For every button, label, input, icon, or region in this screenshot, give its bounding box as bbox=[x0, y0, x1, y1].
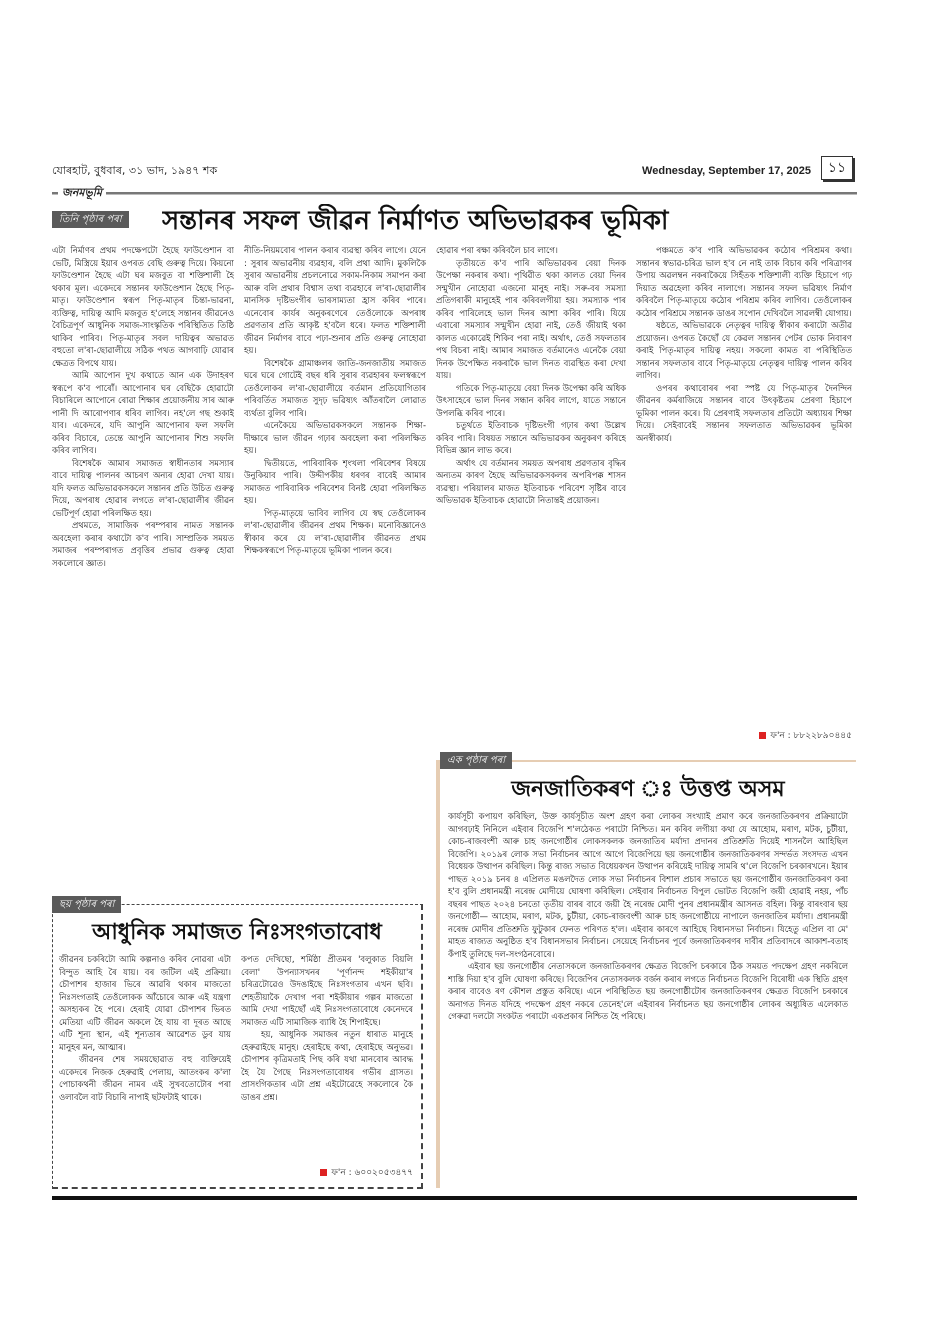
paragraph: হয়, আধুনিক সমাজৰ নতুন ধাৰাত মানুহে হেৰুৱাইছে মানুহ। হেৰাইছে কথা, হেৰাইছে অনুভৱ। চৌপাশৰ কৃত্ৰিমতাই পিছ কৰি যথা মানবোৰ আবদ্ধ হৈ যৈ গৈছে নিঃসংগতাবোধৰ গভীৰ গ্ৰাসত। প্ৰাসংগিকতাৰ এটা প্ৰশ্ন এইটোৱেহে সকলোৰে কৈ ডাঙৰ প্ৰশ্ন। bbox=[241, 1029, 413, 1102]
article-column-1 bbox=[59, 953, 231, 1165]
paragraph: নীতি-নিয়মবোৰ পালন কৰাৰ ব্যৱস্থা কৰিব লাগে। যেনে : সুৰাৰ অভাৱনীয় ব্যৱহাৰ, বলি প্ৰথা আদি। মুকলিকৈ সুৰাৰ অভাৱনীয় প্ৰচলনোৱে সকাম-নিকাম সমাপন কৰা আৰু বলি প্ৰথাৰ বিশ্বাস তথা ব্যৱহাৰে ল'ৰা-ছোৱালীৰ মানসিক দৃষ্টিভংগীৰ ভাৰসাম্যতা হ্ৰাস কৰিব পাৰে। এনেবোৰ কাৰ্যৰ অনুকৰণেৰে তেওঁলোকে অপৰাধ প্ৰৱণতাৰ প্ৰতি আকৃষ্ট হ'বলৈ ধৰে। ফলত শক্তিশালী জীৱন নিৰ্মাণৰ বাবে পঢ়া-শুনাৰ প্ৰতি গুৰুত্ব নোহোৱা হয়। bbox=[244, 245, 426, 355]
article-column-1 bbox=[52, 244, 234, 894]
masthead bbox=[52, 185, 857, 201]
paragraph: তৃতীয়তে ক'ব পাৰি অভিভাৱকৰ বেয়া দিনক উপেক্ষা নকৰাৰ কথা। পৃথিৱীত থকা কালত বেয়া দিনৰ সন্মুখীন নোহোৱা এজনো মানুহ নাই। সৰু-বৰ সমস্যা প্ৰতিগৰাকী মানুহেই পাৰ কৰিবলগীয়া হয়। সমস্যাক পাৰ কৰিব পাৰিলেহে ভাল দিনৰ আশা কৰিব পাৰি। যিয়ে এবাৰো সমস্যাৰ সন্মুখীন হোৱা নাই, তেওঁ জীয়াই থকা কালত একোৱেই শিকিব পৰা নাই। অৰ্থাৎ, তেওঁ সফলতাৰ পথ বিচৰা নাই। আমাৰ সমাজত বৰ্তমানেও এনেকৈ বেয়া দিনক উপেক্ষিত নকৰাকৈ ভাল দিনত ব্যৱস্থিত কৰা দেখা যায়। bbox=[436, 257, 626, 380]
article-headline: জনজাতিকৰণ ঃ উত্তপ্ত অসম bbox=[511, 776, 785, 802]
page-header bbox=[52, 156, 857, 182]
author-phone bbox=[320, 1167, 413, 1179]
article-box-2 bbox=[52, 899, 423, 1189]
paragraph: কপত দেখিছো, শৰ্মিষ্ঠা প্ৰীতমৰ 'বলুকাত বিয়লি বেলা' উপন্যাসখনৰ 'পূৰ্ণানন্দ শইকীয়া'ৰ চৰিত্ৰটোৱেও উদঙাইছে নিঃসংগতাৰ এখন ছবি। শেহতীয়াকৈ দেখাগ পৰা শইকীয়াৰ গল্পৰ মাজতো আমি দেখা পাইছোঁ এই নিঃসংগতাবোধে কেনেদৰে সমাজত এটি সামাজিক ব্যাধি হৈ শিপাইছে। bbox=[241, 954, 413, 1027]
masthead-rule bbox=[52, 192, 857, 195]
article-headline: সন্তানৰ সফল জীৱন নিৰ্মাণত অভিভাৱকৰ ভূমিকা bbox=[162, 206, 669, 236]
continued-from-tag: তিনি পৃষ্ঠাৰ পৰা bbox=[52, 211, 129, 228]
paragraph: পঞ্চমতে ক'ব পাৰি অভিভাৱকৰ কঠোৰ পৰিশ্ৰমৰ কথা। সন্তানৰ স্বভাৱ-চৰিত্ৰ ভাল হ'ব নে নাই তাক বিচাৰ কৰি পৰিত্ৰাণৰ উপায় অৱলম্বন নকৰাকৈয়ে সিহঁতক শক্তিশালী ব্যক্তি হিচাপে গঢ় দিয়াত অৱহেলা কৰিব নালাগে। সন্তানৰ সফল ভৱিষ্যৎ নিৰ্মাণ কৰিবলৈ পিতৃ-মাতৃয়ে কঠোৰ পৰিশ্ৰম কৰিব লাগিব। তেওঁলোকৰ কঠোৰ পৰিশ্ৰমে সন্তানক ডাঙৰ সপোন দেখিবলৈ সাৱলম্বী যোগায়। bbox=[636, 245, 852, 318]
paragraph: হোৱাৰ পৰা ৰক্ষা কৰিবলৈ চাব লাগে। bbox=[436, 245, 558, 255]
english-date: Wednesday, September 17, 2025 bbox=[642, 165, 811, 177]
article-1-header bbox=[52, 204, 857, 238]
paragraph: বিশেষকৈ আমাৰ সমাজত স্বাধীনতাৰ সমস্যাৰ বাবে দায়িত্ব পালনৰ আচৰণ অন্যৰ হোৱা দেখা যায়। যদি ফলত অভিভাৱকসকলে সন্তানৰ প্ৰতি উচিত গুৰুত্ব দিয়ে, অপৰাধ হোৱাৰ লগতে ল'ৰা-ছোৱালীৰ জীৱন ভেটিপূৰ্ণ হোৱা পৰিলক্ষিত হয়। bbox=[52, 457, 234, 518]
article-headline: আধুনিক সমাজত নিঃসংগতাবোধ bbox=[92, 919, 382, 945]
article-column-2 bbox=[244, 244, 426, 894]
red-square-icon bbox=[759, 732, 766, 739]
newspaper-logo: জনমভূমি bbox=[58, 185, 106, 201]
article-box-3 bbox=[436, 755, 856, 1188]
red-square-icon bbox=[320, 1169, 327, 1176]
article-body bbox=[448, 810, 848, 1182]
article-column-2 bbox=[241, 953, 413, 1165]
paragraph: পিতৃ-মাতৃয়ে ভাবিব লাগিব যে স্বছ তেওঁলোকৰ ল'ৰা-ছোৱালীৰ জীৱনৰ প্ৰথম শিক্ষক। মনোবিজ্ঞানেও স্বীকাৰ কৰে যে ল'ৰা-ছোৱালীৰ জীৱনত প্ৰথম শিক্ষকস্বৰূপে পিতৃ-মাতৃয়ে ভূমিকা পালন কৰে। bbox=[244, 507, 426, 555]
paragraph: বিশেষকৈ গ্ৰামাঞ্চলৰ জাতি-জনজাতীয় সমাজত ঘৰে ঘৰে গোটেই বছৰ ধৰি সুৰাৰ ব্যৱহাৰৰ ফলস্বৰূপে তেওঁলোকৰ ল'ৰা-ছোৱালীয়ে বৰ্তমান প্ৰতিযোগিতাৰ পৰিবৰ্তিত সমাজত সুদৃঢ় ভৱিষ্যৎ আঁতৰালৈ লোৱাত ব্যৰ্থতা বুলিব পাৰি। bbox=[244, 357, 426, 418]
paragraph: অৰ্থাৎ যে বৰ্তমানৰ সময়ত অপৰাধ প্ৰৱণতাৰ বৃদ্ধিৰ অন্যতম কাৰণ হৈছে অভিভাৱকসকলৰ অপৰিপক্ক শাসন ব্যৱস্থা। পৰিয়ালৰ মাজত ইতিবাচক পৰিবেশ সৃষ্টিৰ বাবে অভিভাৱক ইতিবাচক হোৱাটো নিতান্তই প্ৰয়োজন। bbox=[436, 457, 626, 505]
paragraph: ষষ্ঠতে, অভিভাৱকে নেতৃত্বৰ দায়িত্ব স্বীকাৰ কৰাটো অতীৱ প্ৰয়োজন। ওপৰত কৈছোঁ যে কেৱল সন্তানৰ পেটৰ ভোক নিবাৰণ কৰাই পিতৃ-মাতৃৰ দায়িত্ব নহয়। সকলো কামত বা পৰিস্থিতিত সন্তানৰ সফলতাৰ বাবে পিতৃ-মাতৃয়ে নেতৃত্বৰ দায়িত্ব পালন কৰিব লাগিব। bbox=[636, 320, 852, 380]
article-column-4 bbox=[636, 244, 852, 726]
continued-from-tag: এক পৃষ্ঠাৰ পৰা bbox=[440, 752, 512, 769]
page-number: ১১ bbox=[821, 156, 853, 180]
page-bottom-rule bbox=[52, 1196, 857, 1200]
paragraph: জীৱনৰ শেষ সময়ছোৱাত বহু ব্যক্তিয়েই একেদৰে নিজক হেৰুৱাই পেলায়, আতংকৰ ক'লা পোচাকথনী জীৱন নামৰ এই সুখবতোটোৰ পৰা ওলাবলৈ বাট বিচাৰি নাপাই ছটফটাই থাকে। bbox=[59, 1054, 231, 1102]
dateline: যোৰহাট, বুধবাৰ, ৩১ ভাদ, ১৯৪৭ শক bbox=[52, 164, 218, 177]
paragraph: কাৰ্যসূচী কপায়ণ কৰিছিল, উক্ত কাৰ্যসূচীত অংশ গ্ৰহণ কৰা লোকৰ সংখ্যাই প্ৰমাণ কৰে জনজাতিকৰণৰ প্ৰক্ৰিয়াটো আগবঢ়াই নিনিলে এইবাৰ বিজেপি শ'লঠেকত পৰাটো নিশ্চিত। মন কৰিব লগীয়া কথা যে আহোম, মৰাণ, মটক, চুটীয়া, কোচ-ৰাজবংশী আৰু চাহ জনগোষ্ঠীৰ লোকসকলক জনজাতিৰ মৰ্যাদা প্ৰদানৰ প্ৰতিশ্ৰুতি দিয়েই শাসনলৈ আহিছিল বিজেপি। ২০১৯ৰ লোক সভা নিৰ্বাচনৰ আগে আগে বিজেপিয়ে ছয় জনগোষ্ঠীৰ জনজাতিকৰণৰ সন্দৰ্ভত সংসদত এখন বিধেয়ক উত্থাপন কৰিছিল। কিন্তু ৰাজ্য সভাত বিধেয়কখন উত্থাপন কৰিয়েই দায়িত্ব সামৰি থ'লে বিজেপি চৰকাৰখনে। ইয়াৰ পাছত ২০১৯ চনৰ ৪ এপ্ৰিলত মঙলদৈত লোক সভা নিৰ্বাচনৰ বিশাল প্ৰচাৰ সভাতে ছয় জনগোষ্ঠীৰ জনজাতিকৰণ কৰা হ'ব বুলি প্ৰধানমন্ত্ৰী নৰেন্দ্ৰ মোদীয়ে ঘোষণা কৰিছিল। সেইবাৰ নিৰ্বাচনত বিপুল ভোটত বিজেপি জয়ী হোৱাই নহয়, পাঁচ বছৰৰ পাছত ২০২৪ চনতো তৃতীয় বাৰৰ বাবে জয়ী হৈ নৰেন্দ্ৰ মোদী পুনৰ প্ৰধানমন্ত্ৰীৰ আসনত বহিল। কিন্তু বাৰংবাৰ ছয় জনগোষ্ঠী— আহোম, মৰাণ, মটক, চুটীয়া, কোচ-ৰাজবংশী আৰু চাহ জনগোষ্ঠীয়ে নাপালে জনজাতিৰ মৰ্যাদা। প্ৰধানমন্ত্ৰী নৰেন্দ্ৰ মোদীৰ প্ৰতিশ্ৰুতি ফুটুকাৰ ফেনত পৰিণত হ'ল। এইবাৰ কাৰণে আহিছে বিধানসভা নিৰ্বাচন। যিহেতু এপ্ৰিল বা মে' মাহত ৰাজ্যত অনুষ্ঠিত হ'ব বিধানসভাৰ নিৰ্বাচন। সেয়েহে নিৰ্বাচনৰ পূৰ্বে জনজাতিকৰণৰ দাবীৰ প্ৰতিবাদৰে আকাশ-বতাহ কঁপাই তুলিছে দল-সংগঠনবোৰে। bbox=[448, 811, 848, 959]
newspaper-page bbox=[52, 0, 857, 1337]
phone-number: ফ'ন : ৬০০২০৫৩৪৭৭ bbox=[331, 1168, 413, 1178]
paragraph: এনেকৈয়ে অভিভাৱকসকলে সন্তানক শিক্ষা-দীক্ষাৰে ভাল জীৱন গঢ়াৰ অবহেলা কৰা পৰিলক্ষিত হয়। bbox=[244, 420, 426, 455]
paragraph: গতিকে পিতৃ-মাতৃয়ে বেয়া দিনক উপেক্ষা কৰি অধিক উৎসাহেৰে ভাল দিনৰ সন্ধান কৰিব লাগে, যাতে সন্তানে উপলব্ধি কৰিব পাৰে। bbox=[436, 382, 626, 418]
paragraph: এইবাৰ ছয় জনগোষ্ঠীৰ নেতাসকলে জনজাতিকৰণৰ ক্ষেত্ৰত বিজেপি চৰকাৰে ঠিক সময়ত পদক্ষেপ গ্ৰহণ নকৰিলে শাস্তি দিয়া হ'ব বুলি ঘোষণা কৰিছে। বিজেপিৰ নেতাসকলক বৰ্জন কৰাৰ লগতে নিৰ্বাচনত বিজেপি বিৰোধী এক স্থিতি গ্ৰহণ কৰাৰ বাবেও ৰণ কৌশল প্ৰস্তুত কৰিছে। এনে পৰিস্থিতিত ছয় জনগোষ্ঠীটোৰ জনজাতিকৰণৰ ক্ষেত্ৰত বিজেপি চৰকাৰে অনাগত দিনত যদিহে পদক্ষেপ গ্ৰহণ নকৰে তেনেহ'লে এইবাৰৰ নিৰ্বাচনত ছয় জনগোষ্ঠীৰ লোকৰ অধ্যুষিত এলেকাত গেৰুৱা দলটো সংকটত পৰাটো একপ্ৰকাৰ নিশ্চিত হৈ পৰিছে। bbox=[448, 961, 848, 1021]
paragraph: জীৱনৰ চকৰিটো আমি কল্পনাও কৰিব নোৱৰা এটা বিন্দুত আহি ৰৈ যায়। বৰ জটিল এই প্ৰক্ৰিয়া। চৌপাশৰ হাজাৰ ভিৰে আৱৰি থকাৰ মাজতো নিঃসংগতাই তেওঁলোকক আঁচোৰে আৰু এই যন্ত্ৰণা অসহ্যকৰ হৈ পৰে। হেৰাই যোৱা চৌপাশৰ ভিৰত মেতিয়া এটি জীৱন অকলে হৈ যায় বা দূৰত আছে এটি শূন্য স্থান, এই শূন্যতাৰ আৱেশত ডুব যায় মানুহৰ মন, আত্মাৰ। bbox=[59, 954, 231, 1052]
author-phone bbox=[636, 730, 852, 742]
paragraph: চতুৰ্থতে ইতিবাচক দৃষ্টিভংগী গঢ়াৰ কথা উল্লেখ কৰিব পাৰি। বিষয়ত সন্তানে অভিভাৱকৰ অনুকৰণ কৰিহে বিভিন্ন জ্ঞান লাভ কৰে। bbox=[436, 420, 626, 455]
phone-number: ফ'ন : ৮৮২২৮৯০৪৪৫ bbox=[770, 731, 852, 741]
paragraph: আমি আপোন দুখ কথাতে আন এক উদাহৰণ স্বৰূপে ক'ব পাৰোঁ। আপোনাৰ ঘৰ বেছিকৈ হোৱাটো বিচাৰিলে আপোনে ৰোৱা শিক্ষাৰ প্ৰয়োজনীয় সাৰ আৰু পানী দি আৰোপণাৰ ধৰিব লাগিব। নহ'লে গছ শুকাই যাব। একেদৰে, যদি আপুনি আপোনাৰ ফল সফলি কৰিব বিচাৰে, তেন্তে আপুনি আপোনাৰ শিশু সফলি কৰিব লাগিব। bbox=[52, 370, 234, 455]
paragraph: এটা নিৰ্মাণৰ প্ৰথম পদক্ষেপটো হৈছে ফাউণ্ডেশান বা ভেটি, মিস্ত্ৰিয়ে ইয়াৰ ওপৰত বেছি গুৰুত্ব দিয়ে। কিয়নো ফাউণ্ডেশান হৈছে এটা ঘৰ মজবুত বা শক্তিশালী হৈ থকাৰ মূল। একেদৰে সন্তানৰ ফাউণ্ডেশান হৈছে পিতৃ-মাতৃ। ফাউণ্ডেশান স্বৰূপ পিতৃ-মাতৃৰ চিন্তা-ভাৱনা, ব্যক্তিত্ব, দায়িত্ব আদি মজবুত হ'লেহে সন্তানৰ জীৱনেও বৈচিত্ৰপূৰ্ণ আধুনিক সমাজ-সাংস্কৃতিক পৰিস্থিতিত তিষ্ঠি থাকিব পাৰিব। পিতৃ-মাতৃৰ সবল দায়িত্বৰ অভাৱত বহুতো ল'ৰা-ছোৱালীয়ে সঠিক পথত আগবাঢ়ি যোৱাৰ ক্ষেত্ৰত বিপথে যায়। bbox=[52, 245, 234, 368]
paragraph: দ্বিতীয়তে, পাৰিবাৰিক শৃংখলা পৰিবেশৰ বিষয়ে উনুকিয়াব পাৰি। উদ্দীপকীয় ধৰণৰ বাবেই আমাৰ সমাজত পাৰিবাৰিক পৰিবেশৰ বিনষ্ট হোৱা পৰিলক্ষিত হয়। bbox=[244, 457, 426, 505]
continued-from-tag: ছয় পৃষ্ঠাৰ পৰা bbox=[52, 896, 121, 913]
paragraph: ওপৰৰ কথাবোৰৰ পৰা স্পষ্ট যে পিতৃ-মাতৃৰ দৈনন্দিন জীৱনৰ কৰ্মৰাজিয়ে সন্তানৰ বাবে উৎকৃষ্টতম প্ৰেৰণা হিচাপে ভূমিকা পালন কৰে। যি প্ৰেৰণাই সফলতাৰ প্ৰতিটো অধ্যায়ৰ শিক্ষা দিয়ে। সেইবাবেই সন্তানৰ সফলতাত অভিভাৱকৰ ভূমিকা অনস্বীকাৰ্য। bbox=[636, 382, 852, 443]
paragraph: প্ৰথমতে, সামাজিক পৰম্পৰাৰ নামত সন্তানক অবহেলা কৰাৰ কথাটো ক'ব পাৰি। সাম্প্ৰতিক সময়ত সমাজৰ পৰম্পৰাগত প্ৰবৃত্তিৰ প্ৰভাৱ গুৰুত্ব হোৱা সকলোৰে জ্ঞাত। bbox=[52, 520, 234, 568]
article-column-3 bbox=[436, 244, 626, 744]
